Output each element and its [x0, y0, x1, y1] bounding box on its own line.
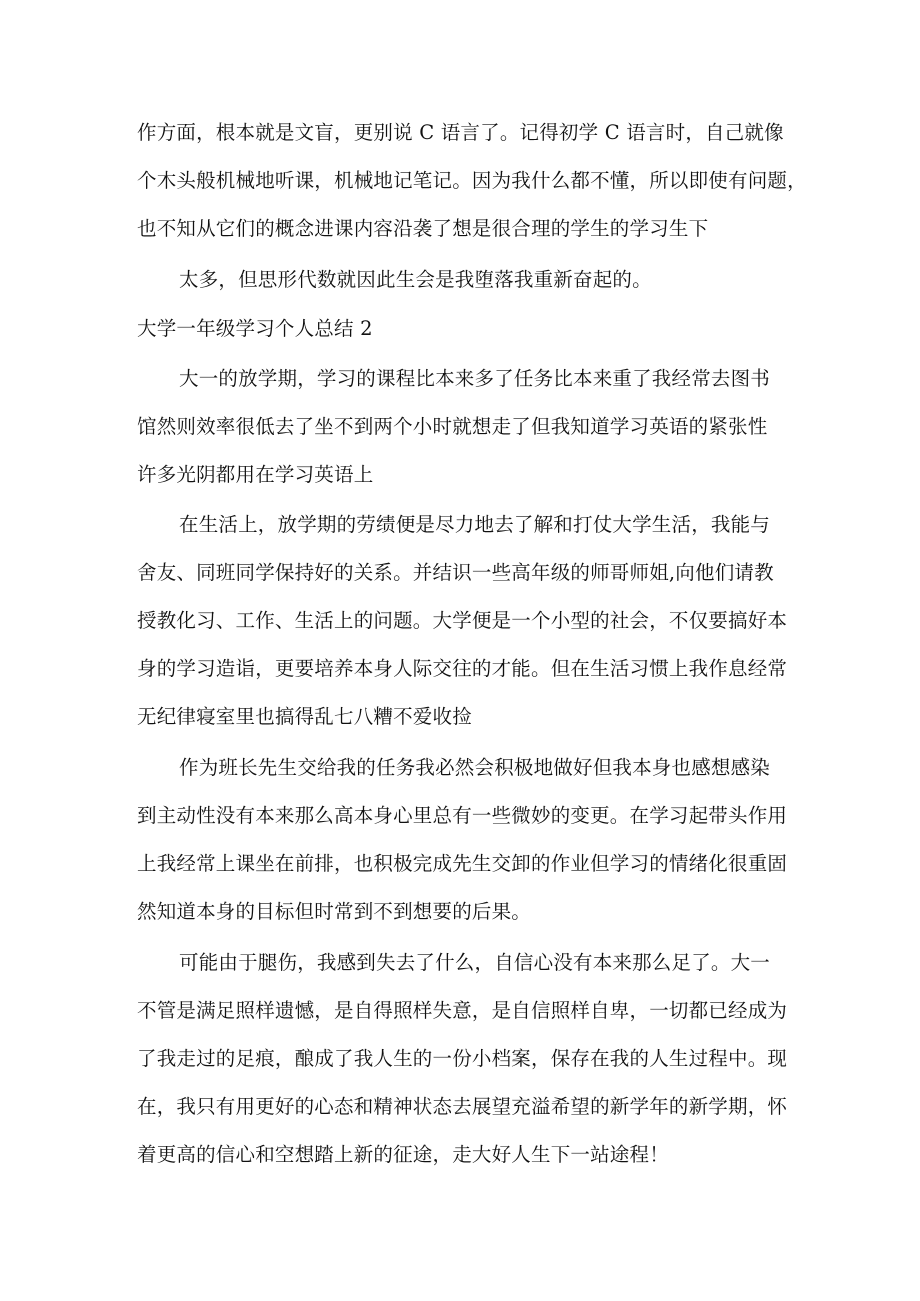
paragraph-line: 身的学习造诣，更要培养本身人际交往的才能。但在生活习惯上我作息经常 — [137, 657, 788, 680]
paragraph-line: 在，我只有用更好的心态和精神状态去展望充溢希望的新学年的新学期，怀 — [137, 1095, 788, 1118]
section-heading: 大学一年级学习个人总结 2 — [137, 317, 373, 340]
paragraph-line: 了我走过的足痕，酿成了我人生的一份小档案，保存在我的人生过程中。现 — [137, 1047, 788, 1070]
paragraph-line: 不管是满足照样遗憾，是自得照样失意，是自信照样自卑，一切都已经成为 — [137, 999, 788, 1022]
paragraph-line: 作方面，根本就是文盲，更别说 C 语言了。记得初学 C 语言时，自己就像 — [137, 121, 784, 144]
paragraph-line: 可能由于腿伤，我感到失去了什么，自信心没有本来那么足了。大一 — [179, 951, 771, 974]
paragraph-line: 作为班长先生交给我的任务我必然会积极地做好但我本身也感想感染 — [179, 756, 771, 779]
paragraph-line: 到主动性没有本来那么高本身心里总有一些微妙的变更。在学习起带头作用 — [137, 804, 788, 827]
paragraph-line: 在生活上，放学期的劳绩便是尽力地去了解和打仗大学生活，我能与 — [179, 513, 771, 536]
paragraph-line: 也不知从它们的概念进课内容沿袭了想是很合理的学生的学习生下 — [137, 217, 709, 240]
paragraph-line: 太多，但思形代数就因此生会是我堕落我重新奋起的。 — [179, 268, 652, 291]
paragraph-line: 舍友、同班同学保持好的关系。并结识一些高年级的师哥师姐,向他们请教 — [137, 561, 774, 584]
paragraph-line: 无纪律寝室里也搞得乱七八糟不爱收捡 — [137, 705, 472, 728]
paragraph-line: 馆然则效率很低去了坐不到两个小时就想走了但我知道学习英语的紧张性 — [137, 415, 768, 438]
paragraph-line: 然知道本身的目标但时常到不到想要的后果。 — [137, 900, 532, 923]
paragraph-line: 个木头般机械地听课，机械地记笔记。因为我什么都不懂，所以即使有问题， — [137, 169, 807, 192]
paragraph-line: 授教化习、工作、生活上的问题。大学便是一个小型的社会，不仅要搞好本 — [137, 609, 788, 632]
paragraph-line: 着更高的信心和空想踏上新的征途，走大好人生下一站途程！ — [137, 1143, 669, 1166]
paragraph-line: 大一的放学期，学习的课程比本来多了任务比本来重了我经常去图书 — [179, 367, 771, 390]
paragraph-line: 许多光阴都用在学习英语上 — [137, 463, 374, 486]
paragraph-line: 上我经常上课坐在前排，也积极完成先生交卸的作业但学习的情绪化很重固 — [137, 852, 788, 875]
